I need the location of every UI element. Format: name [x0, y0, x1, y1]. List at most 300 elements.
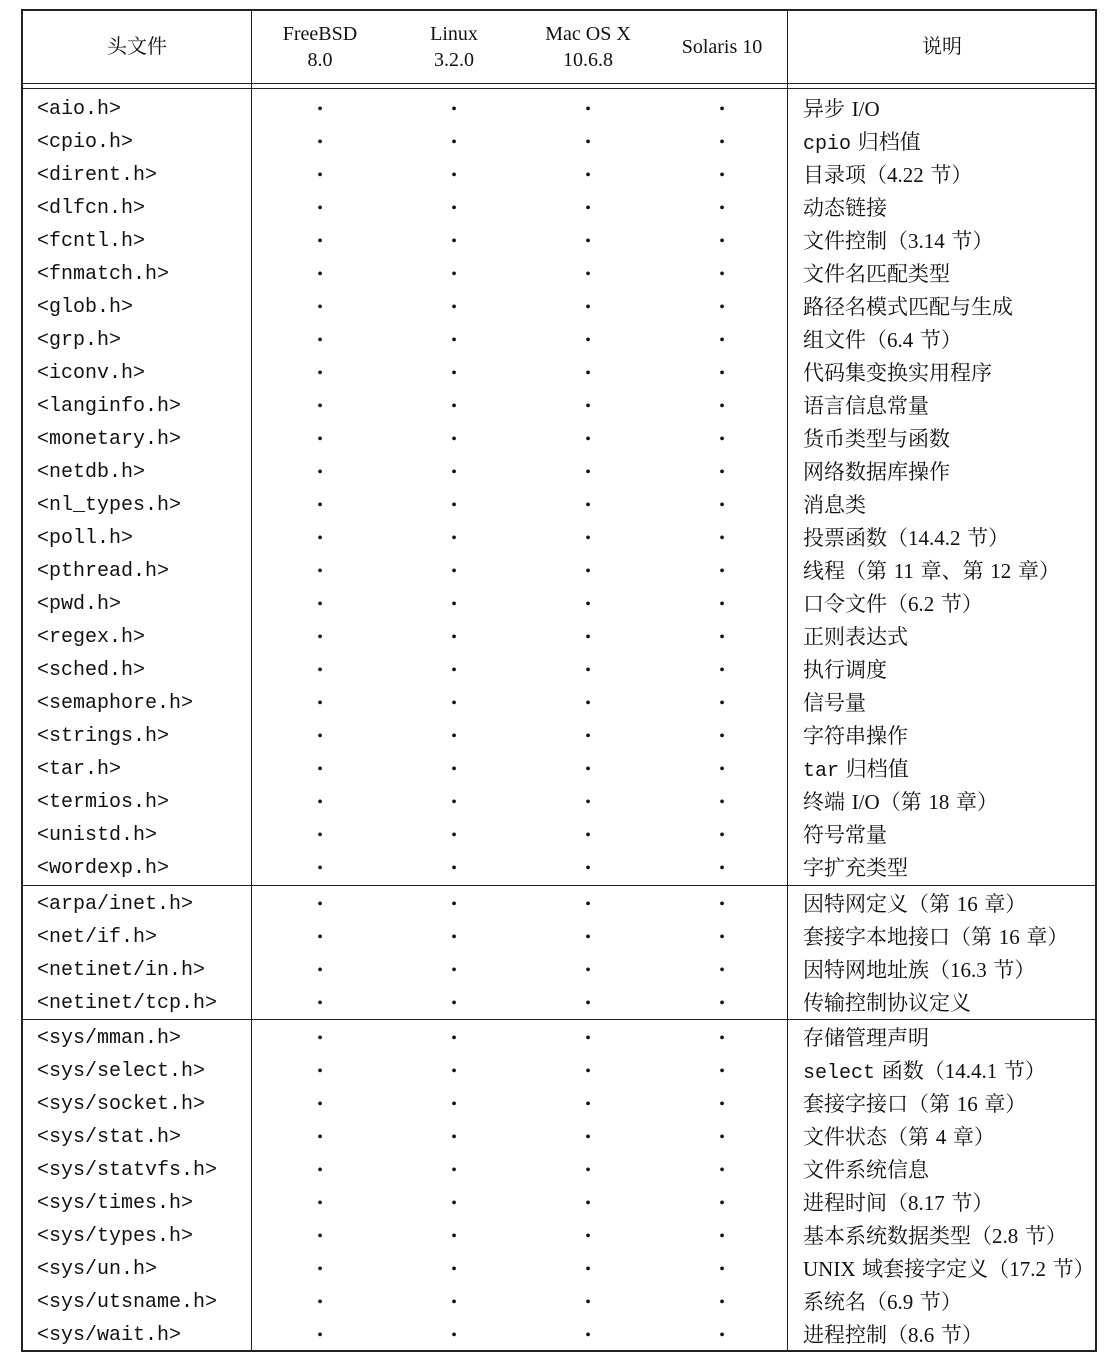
description-text [803, 786, 998, 819]
table-row [23, 954, 1095, 987]
description-text [803, 357, 992, 390]
header-file-name: <sys/select.h> [37, 1060, 206, 1083]
description-segment: 4.22 [887, 163, 924, 187]
table-row [23, 1319, 1095, 1352]
description-segment: 6.9 [887, 1290, 914, 1314]
description-text [803, 192, 887, 225]
description-text [803, 720, 908, 753]
header-file-name: <langinfo.h> [37, 395, 182, 418]
table-row [23, 489, 1095, 522]
solaris-support-mark: • [719, 332, 725, 349]
description-segment: 18 [928, 790, 950, 814]
freebsd-support-mark: • [317, 1228, 323, 1245]
header-file-name: <netinet/tcp.h> [37, 992, 218, 1015]
description-text [803, 423, 950, 456]
macos-support-mark: • [585, 464, 591, 481]
description-segment: 节） [944, 1191, 994, 1215]
freebsd-support-mark: • [317, 530, 323, 547]
macos-support-mark: • [585, 1096, 591, 1113]
table-row [23, 1022, 1095, 1055]
header-file-name: <sched.h> [37, 659, 146, 682]
header-file-name: <sys/socket.h> [37, 1093, 206, 1116]
description-segment: I/O [851, 97, 880, 121]
description-text [803, 654, 887, 687]
description-segment: 2.8 [992, 1224, 1019, 1248]
group-divider-1 [23, 885, 1095, 886]
solaris-support-mark: • [719, 1294, 725, 1311]
description-segment: 进程时间（ [803, 1191, 908, 1215]
linux-support-mark: • [451, 827, 457, 844]
linux-support-mark: • [451, 398, 457, 415]
solaris-support-mark: • [719, 464, 725, 481]
header-file-name: <sys/wait.h> [37, 1324, 182, 1347]
macos-support-mark: • [585, 101, 591, 118]
header-file-name: <semaphore.h> [37, 692, 194, 715]
linux-support-mark: • [451, 596, 457, 613]
linux-support-mark: • [451, 365, 457, 382]
linux-support-mark: • [451, 266, 457, 283]
freebsd-support-mark: • [317, 464, 323, 481]
solaris-support-mark: • [719, 200, 725, 217]
macos-support-mark: • [585, 995, 591, 1012]
solaris-support-mark: • [719, 1096, 725, 1113]
description-text [803, 324, 962, 357]
description-segment: 消息类 [803, 493, 866, 517]
header-file-name: <aio.h> [37, 98, 122, 121]
linux-support-mark: • [451, 1063, 457, 1080]
macos-support-mark: • [585, 1162, 591, 1179]
solaris-support-mark: • [719, 497, 725, 514]
linux-support-mark: • [451, 167, 457, 184]
description-segment: 章） [946, 1125, 995, 1149]
freebsd-support-mark: • [317, 962, 323, 979]
description-text [803, 852, 908, 885]
table-row [23, 1220, 1095, 1253]
freebsd-support-mark: • [317, 1063, 323, 1080]
description-segment: 节） [944, 229, 994, 253]
solaris-support-mark: • [719, 1228, 725, 1245]
macos-support-mark: • [585, 167, 591, 184]
linux-support-mark: • [451, 101, 457, 118]
macos-support-mark: • [585, 398, 591, 415]
table-row [23, 921, 1095, 954]
header-file-name: <arpa/inet.h> [37, 893, 194, 916]
description-segment: 目录项（ [803, 163, 887, 187]
macos-support-mark: • [585, 794, 591, 811]
description-text [803, 456, 950, 489]
macos-support-mark: • [585, 1294, 591, 1311]
macos-support-mark: • [585, 563, 591, 580]
table-row [23, 126, 1095, 159]
description-text [803, 1121, 995, 1154]
description-segment: 16 [956, 1092, 978, 1116]
description-segment: 套接字本地接口（第 [803, 925, 999, 949]
description-segment: 章） [1019, 925, 1069, 949]
description-segment: 进程控制（ [803, 1323, 908, 1347]
description-segment: 节） [960, 526, 1010, 550]
header-file-name: <sys/types.h> [37, 1225, 194, 1248]
description-segment: 符号常量 [803, 823, 887, 847]
description-segment: 套接字接口（第 [803, 1092, 957, 1116]
freebsd-support-mark: • [317, 1030, 323, 1047]
macos-support-mark: • [585, 596, 591, 613]
solaris-support-mark: • [719, 1261, 725, 1278]
freebsd-support-mark: • [317, 200, 323, 217]
freebsd-support-mark: • [317, 629, 323, 646]
header-file-name: <wordexp.h> [37, 857, 170, 880]
macos-support-mark: • [585, 365, 591, 382]
description-segment: 口令文件（ [803, 592, 908, 616]
solaris-support-mark: • [719, 596, 725, 613]
linux-support-mark: • [451, 200, 457, 217]
table-row [23, 987, 1095, 1020]
linux-support-mark: • [451, 563, 457, 580]
header-divider-top [23, 83, 1095, 84]
description-segment: 17.2 [1009, 1257, 1046, 1281]
freebsd-support-mark: • [317, 929, 323, 946]
linux-support-mark: • [451, 332, 457, 349]
description-segment: 3.14 [908, 229, 945, 253]
description-segment: （第 [879, 790, 929, 814]
freebsd-support-mark: • [317, 497, 323, 514]
freebsd-support-mark: • [317, 431, 323, 448]
linux-support-mark: • [451, 896, 457, 913]
header-cell-freebsd [253, 11, 387, 83]
header-file-name: <iconv.h> [37, 362, 146, 385]
description-segment: 节） [997, 1059, 1046, 1083]
freebsd-support-mark: • [317, 365, 323, 382]
freebsd-support-mark: • [317, 1162, 323, 1179]
header-cell-linux [387, 11, 521, 83]
freebsd-support-mark: • [317, 827, 323, 844]
description-segment: 执行调度 [803, 658, 887, 682]
description-text [803, 1055, 1046, 1088]
macos-support-mark: • [585, 962, 591, 979]
solaris-support-mark: • [719, 761, 725, 778]
freebsd-support-mark: • [317, 167, 323, 184]
description-segment: 11 [893, 559, 914, 583]
description-segment: 文件控制（ [803, 229, 908, 253]
description-segment: 语言信息常量 [803, 394, 929, 418]
description-segment: 系统名（ [803, 1290, 887, 1314]
linux-support-mark: • [451, 962, 457, 979]
description-segment: I/O [851, 790, 880, 814]
description-segment: 节） [923, 163, 973, 187]
freebsd-support-mark: • [317, 1294, 323, 1311]
header-cell-macos [521, 11, 655, 83]
table-row [23, 93, 1095, 126]
table-header [23, 11, 1095, 83]
description-segment: 章） [949, 790, 999, 814]
table-row [23, 357, 1095, 390]
solaris-support-mark: • [719, 1030, 725, 1047]
table-row [23, 819, 1095, 852]
linux-support-mark: • [451, 860, 457, 877]
table-row [23, 654, 1095, 687]
description-text [803, 954, 1035, 987]
freebsd-support-mark: • [317, 332, 323, 349]
freebsd-name: FreeBSD [282, 23, 358, 45]
freebsd-support-mark: • [317, 266, 323, 283]
solaris-support-mark: • [719, 134, 725, 151]
linux-support-mark: • [451, 929, 457, 946]
freebsd-support-mark: • [317, 398, 323, 415]
solaris-support-mark: • [719, 398, 725, 415]
linux-support-mark: • [451, 1096, 457, 1113]
description-text [803, 225, 993, 258]
description-segment: 代码集变换实用程序 [803, 361, 992, 385]
table-row [23, 225, 1095, 258]
description-segment: UNIX [803, 1257, 856, 1281]
macos-support-mark: • [585, 728, 591, 745]
description-segment: 章） [1011, 559, 1060, 583]
solaris-support-mark: • [719, 1195, 725, 1212]
header-file-name: <netdb.h> [37, 461, 146, 484]
header-divider-bottom [23, 88, 1095, 89]
macos-support-mark: • [585, 266, 591, 283]
solaris-support-mark: • [719, 1162, 725, 1179]
macos-version: 10.6.8 [563, 49, 613, 71]
description-segment: 章） [977, 892, 1027, 916]
solaris-support-mark: • [719, 1063, 725, 1080]
header-file-name: <cpio.h> [37, 131, 134, 154]
description-segment: 组文件（ [803, 328, 887, 352]
description-text [803, 1286, 962, 1319]
linux-support-mark: • [451, 1294, 457, 1311]
table-row [23, 324, 1095, 357]
description-text [803, 291, 1013, 324]
freebsd-support-mark: • [317, 728, 323, 745]
table-row [23, 852, 1095, 885]
freebsd-support-mark: • [317, 299, 323, 316]
macos-support-mark: • [585, 200, 591, 217]
description-segment: 货币类型与函数 [803, 427, 950, 451]
description-segment: 节） [1018, 1224, 1067, 1248]
description-text [803, 1319, 983, 1352]
table-row [23, 1253, 1095, 1286]
header-file-name: <sys/statvfs.h> [37, 1159, 218, 1182]
macos-support-mark: • [585, 1030, 591, 1047]
header-file-name: <glob.h> [37, 296, 134, 319]
solaris-support-mark: • [719, 563, 725, 580]
macos-support-mark: • [585, 929, 591, 946]
header-file-name: <sys/utsname.h> [37, 1291, 218, 1314]
description-text [803, 888, 1026, 921]
freebsd-support-mark: • [317, 761, 323, 778]
table-row [23, 786, 1095, 819]
freebsd-support-mark: • [317, 1327, 323, 1344]
description-segment: 因特网定义（第 [803, 892, 957, 916]
macos-support-mark: • [585, 1063, 591, 1080]
table-row [23, 192, 1095, 225]
description-segment: 14.4.1 [944, 1059, 998, 1083]
header-file-name: <monetary.h> [37, 428, 182, 451]
solaris-support-mark: • [719, 266, 725, 283]
table-row [23, 720, 1095, 753]
freebsd-support-mark: • [317, 662, 323, 679]
solaris-support-mark: • [719, 167, 725, 184]
table-row [23, 1187, 1095, 1220]
macos-support-mark: • [585, 761, 591, 778]
description-segment: 网络数据库操作 [803, 460, 950, 484]
description-segment: 12 [990, 559, 1012, 583]
description-text [803, 522, 1009, 555]
description-text [803, 1187, 993, 1220]
freebsd-support-mark: • [317, 995, 323, 1012]
linux-support-mark: • [451, 530, 457, 547]
header-file-label: 头文件 [107, 36, 167, 58]
solaris-support-mark: • [719, 1129, 725, 1146]
freebsd-support-mark: • [317, 1261, 323, 1278]
description-segment: 正则表达式 [803, 625, 908, 649]
solaris-support-mark: • [719, 827, 725, 844]
header-file-name: <unistd.h> [37, 824, 158, 847]
description-text [803, 489, 866, 522]
freebsd-version: 8.0 [307, 49, 333, 71]
freebsd-support-mark: • [317, 1195, 323, 1212]
description-text [803, 159, 972, 192]
description-segment: 节） [986, 958, 1036, 982]
table-row [23, 390, 1095, 423]
description-segment: 文件系统信息 [803, 1158, 929, 1182]
header-file-name: <netinet/in.h> [37, 959, 206, 982]
macos-support-mark: • [585, 896, 591, 913]
table-row [23, 1286, 1095, 1319]
header-cell-file [23, 11, 251, 83]
solaris-support-mark: • [719, 101, 725, 118]
table-row [23, 423, 1095, 456]
linux-support-mark: • [451, 299, 457, 316]
linux-support-mark: • [451, 1195, 457, 1212]
description-segment: 异步 [803, 97, 852, 121]
solaris-support-mark: • [719, 962, 725, 979]
freebsd-support-mark: • [317, 1129, 323, 1146]
table-row [23, 1055, 1095, 1088]
description-segment: 6.2 [908, 592, 935, 616]
solaris-support-mark: • [719, 1327, 725, 1344]
description-segment: cpio [803, 133, 852, 156]
description-segment: select [803, 1062, 876, 1085]
freebsd-support-mark: • [317, 596, 323, 613]
description-segment: tar [803, 760, 840, 783]
freebsd-support-mark: • [317, 1096, 323, 1113]
description-segment: 存储管理声明 [803, 1026, 929, 1050]
macos-support-mark: • [585, 1228, 591, 1245]
macos-support-mark: • [585, 299, 591, 316]
description-segment: 章） [977, 1092, 1027, 1116]
description-segment: 16 [956, 892, 978, 916]
description-text [803, 1253, 1095, 1286]
header-file-name: <strings.h> [37, 725, 170, 748]
solaris-support-mark: • [719, 728, 725, 745]
table-row [23, 291, 1095, 324]
solaris-support-mark: • [719, 695, 725, 712]
macos-support-mark: • [585, 431, 591, 448]
linux-support-mark: • [451, 134, 457, 151]
description-segment: 8.6 [908, 1323, 935, 1347]
header-file-name: <dirent.h> [37, 164, 158, 187]
solaris-support-mark: • [719, 995, 725, 1012]
description-text [803, 1154, 929, 1187]
description-segment: 信号量 [803, 691, 866, 715]
linux-support-mark: • [451, 629, 457, 646]
description-segment: 字扩充类型 [803, 856, 908, 880]
description-segment: 归档值 [839, 757, 909, 781]
linux-name: Linux [430, 23, 478, 45]
description-segment: 16.3 [950, 958, 987, 982]
description-text [803, 555, 1060, 588]
freebsd-support-mark: • [317, 101, 323, 118]
macos-support-mark: • [585, 233, 591, 250]
table-row [23, 888, 1095, 921]
macos-support-mark: • [585, 629, 591, 646]
solaris-support-mark: • [719, 929, 725, 946]
table-row [23, 522, 1095, 555]
description-segment: 8.17 [908, 1191, 945, 1215]
freebsd-support-mark: • [317, 794, 323, 811]
solaris-support-mark: • [719, 794, 725, 811]
linux-support-mark: • [451, 431, 457, 448]
table-row [23, 588, 1095, 621]
description-segment: 投票函数（ [803, 526, 908, 550]
linux-support-mark: • [451, 995, 457, 1012]
solaris-support-mark: • [719, 896, 725, 913]
macos-support-mark: • [585, 827, 591, 844]
linux-support-mark: • [451, 794, 457, 811]
macos-name: Mac OS X [545, 23, 631, 45]
description-segment: 6.4 [887, 328, 914, 352]
linux-support-mark: • [451, 1030, 457, 1047]
header-file-name: <sys/un.h> [37, 1258, 158, 1281]
header-file-name: <sys/stat.h> [37, 1126, 182, 1149]
description-segment: 域套接字定义（ [855, 1257, 1010, 1281]
solaris-support-mark: • [719, 233, 725, 250]
description-segment: 节） [1045, 1257, 1095, 1281]
header-file-name: <grp.h> [37, 329, 122, 352]
description-segment: 节） [934, 592, 983, 616]
description-segment: 14.4.2 [908, 526, 961, 550]
table-row [23, 258, 1095, 291]
description-text [803, 819, 887, 852]
macos-support-mark: • [585, 1327, 591, 1344]
freebsd-support-mark: • [317, 860, 323, 877]
macos-support-mark: • [585, 860, 591, 877]
table-row [23, 555, 1095, 588]
table-row [23, 687, 1095, 720]
description-segment: 基本系统数据类型（ [803, 1224, 992, 1248]
header-file-name: <dlfcn.h> [37, 197, 146, 220]
macos-support-mark: • [585, 1195, 591, 1212]
description-segment: 文件状态（第 [803, 1125, 936, 1149]
solaris-support-mark: • [719, 365, 725, 382]
header-file-name: <poll.h> [37, 527, 134, 550]
description-text [803, 1220, 1067, 1253]
linux-support-mark: • [451, 497, 457, 514]
description-segment: 动态链接 [803, 196, 887, 220]
linux-support-mark: • [451, 695, 457, 712]
linux-support-mark: • [451, 233, 457, 250]
linux-support-mark: • [451, 728, 457, 745]
description-segment: 节） [913, 1290, 962, 1314]
macos-support-mark: • [585, 1129, 591, 1146]
description-label: 说明 [922, 36, 962, 58]
table-row [23, 456, 1095, 489]
description-text [803, 753, 909, 786]
description-segment: 线程（第 [803, 559, 894, 583]
description-text [803, 987, 971, 1020]
description-text [803, 1088, 1026, 1121]
header-file-name: <fnmatch.h> [37, 263, 170, 286]
